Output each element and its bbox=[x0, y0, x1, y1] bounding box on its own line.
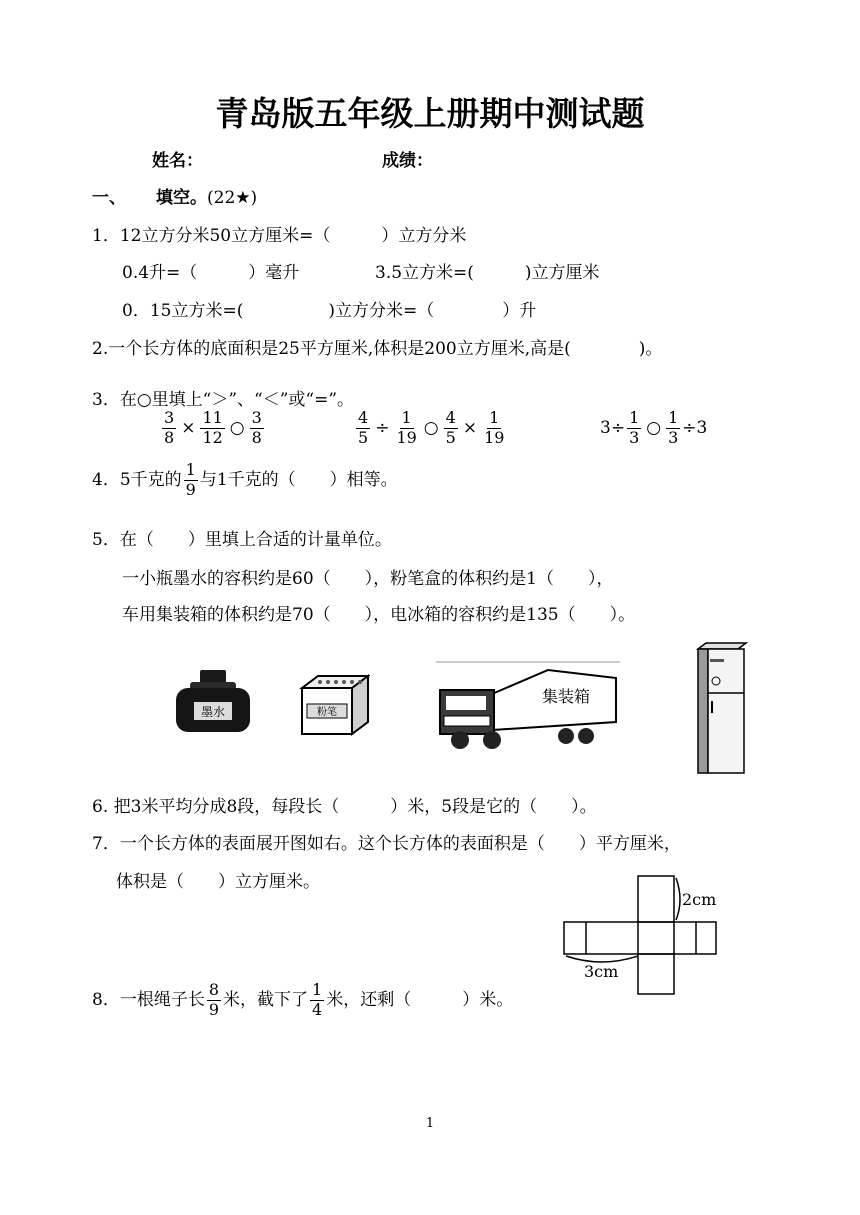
page-title: 青岛版五年级上册期中测试题 bbox=[215, 94, 645, 133]
fraction: $\frac{3}{8}$ bbox=[164, 408, 175, 447]
refrigerator-image bbox=[696, 641, 748, 775]
fraction: $\frac{1}{9}$ bbox=[185, 460, 196, 499]
question-5-line-1: 一小瓶墨水的容积约是60（ ），粉笔盒的体积约是1（ ）， bbox=[122, 569, 614, 589]
fraction: $\frac{1}{3}$ bbox=[629, 408, 640, 447]
question-5-intro: 5．在（ ）里填上合适的计量单位。 bbox=[92, 530, 392, 550]
chalk-box-image bbox=[298, 672, 370, 736]
page-number: 1 bbox=[425, 1116, 435, 1131]
ink-label: 墨水 bbox=[200, 705, 226, 719]
fraction: $\frac{1}{19}$ bbox=[396, 408, 417, 447]
fraction: $\frac{1}{19}$ bbox=[484, 408, 505, 447]
fraction: $\frac{4}{5}$ bbox=[358, 408, 369, 447]
truck-label: 集装箱 bbox=[541, 687, 591, 706]
name-label: 姓名： bbox=[152, 151, 203, 171]
fraction: $\frac{1}{4}$ bbox=[312, 980, 323, 1019]
compare-3 bbox=[600, 410, 707, 447]
question-1-line-1: 1．12立方分米50立方厘米=（ ）立方分米 bbox=[92, 226, 467, 246]
operator: × bbox=[462, 417, 478, 438]
compare-circle: ○ bbox=[229, 417, 245, 438]
question-7-line-1: 7．一个长方体的表面展开图如右。这个长方体的表面积是（ ）平方厘米， bbox=[92, 834, 681, 854]
score-label: 成绩： bbox=[382, 151, 433, 171]
expression-text: 3÷ bbox=[600, 417, 626, 438]
question-5-line-2: 车用集装箱的体积约是70（ ），电冰箱的容积约是135（ ）。 bbox=[122, 605, 636, 625]
question-2: 2.一个长方体的底面积是25平方厘米,体积是200立方厘米,高是( )。 bbox=[92, 339, 663, 359]
section-number: 一、 bbox=[92, 188, 126, 208]
operator: × bbox=[181, 417, 196, 438]
ink-bottle-image bbox=[172, 668, 254, 734]
question-6: 6. 把3米平均分成8段，每段长（ ）米，5段是它的（ ）。 bbox=[92, 797, 597, 817]
question-3-intro: 3．在○里填上“＞”、“＜”或“=”。 bbox=[92, 390, 355, 410]
truck-image bbox=[436, 660, 620, 752]
compare-2 bbox=[354, 410, 508, 447]
question-4: 4．5千克的 $\frac{1}{9}$ 与1千克的（ ）相等。 bbox=[92, 460, 398, 499]
question-1-line-3: 0．15立方米=( )立方分米=（ ）升 bbox=[122, 301, 537, 321]
fraction: $\frac{8}{9}$ bbox=[208, 980, 220, 1019]
question-8: 8．一根绳子长 $\frac{8}{9}$ 米，截下了 $\frac{1}{4}$ 米，还剩（ ）米。 bbox=[92, 980, 514, 1019]
chalk-label: 粉笔 bbox=[317, 707, 337, 718]
section-points: (22★) bbox=[207, 188, 258, 208]
fraction: $\frac{11}{12}$ bbox=[202, 408, 223, 447]
dimension-3cm: 3cm bbox=[584, 962, 619, 981]
question-7-line-2: 体积是（ ）立方厘米。 bbox=[116, 872, 320, 892]
fraction: $\frac{1}{3}$ bbox=[668, 408, 679, 447]
dimension-2cm: 2cm bbox=[682, 890, 717, 909]
section-label: 填空。 bbox=[156, 188, 207, 208]
operator: ÷ bbox=[375, 417, 390, 438]
question-1-line-2a: 0.4升=（ ）毫升 bbox=[122, 263, 300, 283]
compare-circle: ○ bbox=[423, 417, 439, 438]
fraction: $\frac{3}{8}$ bbox=[251, 408, 262, 447]
section-heading bbox=[92, 183, 257, 208]
cuboid-net-diagram bbox=[556, 874, 746, 998]
compare-circle: ○ bbox=[646, 417, 662, 438]
expression-text: ÷3 bbox=[682, 417, 708, 438]
compare-1 bbox=[160, 410, 266, 447]
fraction: $\frac{4}{5}$ bbox=[445, 408, 456, 447]
question-1-line-2b: 3.5立方米=( )立方厘米 bbox=[375, 263, 600, 283]
